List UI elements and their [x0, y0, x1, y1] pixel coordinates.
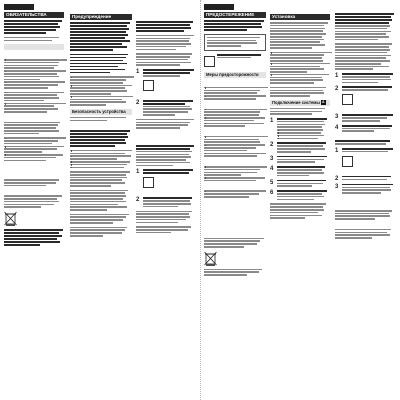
text-paragraph [204, 238, 266, 248]
instruction-step [136, 197, 196, 208]
column-2 [70, 4, 132, 240]
step-number: 2 [335, 86, 339, 93]
text-paragraph [270, 22, 330, 49]
text-paragraph [4, 92, 64, 113]
subheading [4, 116, 64, 121]
instruction-step [270, 166, 330, 177]
text-paragraph [204, 190, 266, 197]
instruction-step [335, 184, 396, 195]
column-5 [270, 4, 330, 222]
text-paragraph [204, 109, 266, 127]
text-paragraph [4, 195, 64, 208]
subheading [335, 223, 396, 228]
recycle-bin-icon [204, 251, 217, 266]
text-paragraph [270, 52, 330, 84]
subheading [204, 130, 266, 135]
text-paragraph [335, 229, 396, 239]
step-number: 4 [335, 124, 339, 131]
column-4 [204, 4, 266, 279]
instruction-step [335, 86, 396, 112]
intro-paragraph [4, 20, 64, 34]
step-number: 1 [335, 147, 339, 154]
subheading [204, 103, 266, 108]
instruction-step [270, 190, 330, 201]
step-number: 3 [270, 155, 274, 162]
subheading [4, 53, 64, 58]
warning-paragraph [204, 20, 266, 31]
text-paragraph [335, 140, 396, 145]
subsection-bar: Безопасность устройства [70, 109, 132, 115]
button-symbol-icon [143, 80, 154, 91]
text-paragraph [335, 43, 396, 70]
button-symbol-icon [342, 156, 353, 167]
text-paragraph [270, 87, 330, 97]
instruction-step [136, 169, 196, 195]
text-paragraph [4, 59, 64, 88]
step-number: 4 [270, 166, 274, 173]
step-number: 3 [335, 183, 339, 190]
text-paragraph [70, 150, 132, 168]
step-number: 2 [136, 99, 140, 106]
column-6 [335, 4, 396, 242]
note-paragraph [4, 37, 64, 41]
subheading [204, 232, 266, 237]
text-paragraph [136, 211, 196, 224]
step-number: 1 [335, 73, 339, 80]
instruction-step [335, 176, 396, 182]
language-tab [204, 4, 234, 10]
subheading [204, 81, 266, 86]
section-title-bar: Предупреждение [70, 14, 132, 20]
instruction-step [270, 156, 330, 165]
text-paragraph [70, 76, 132, 105]
closing-paragraph [4, 229, 64, 246]
column-1 [4, 4, 64, 249]
step-number: 6 [270, 190, 274, 197]
section-title-bar: Установка [270, 14, 330, 20]
subsection-bar: Меры предосторожности [204, 72, 266, 78]
text-paragraph [270, 203, 330, 219]
text-paragraph [70, 117, 132, 121]
certification-mark-icon [204, 56, 215, 67]
text-paragraph [4, 137, 64, 161]
text-paragraph [70, 190, 132, 211]
subheading [4, 189, 64, 194]
instruction-step [136, 69, 196, 98]
instruction-step [136, 100, 196, 117]
warning-paragraph [70, 22, 132, 51]
text-paragraph [136, 145, 196, 166]
text-paragraph [70, 130, 132, 147]
text-paragraph [204, 136, 266, 157]
figure-ref-badge: A [321, 100, 325, 105]
subheading [136, 15, 196, 20]
step-number: 1 [136, 169, 140, 176]
text-paragraph [70, 214, 132, 224]
instruction-step [335, 73, 396, 84]
subheading [335, 204, 396, 209]
instruction-step [335, 114, 396, 123]
recycle-bin-icon [4, 211, 17, 226]
button-symbol-icon [143, 177, 154, 188]
text-paragraph [136, 226, 196, 233]
text-paragraph [335, 13, 396, 40]
text-paragraph [70, 227, 132, 237]
step-number: 2 [136, 197, 140, 204]
button-symbol-icon [342, 94, 353, 105]
text-paragraph [136, 119, 196, 129]
step-number: 2 [335, 175, 339, 182]
text-paragraph [335, 210, 396, 220]
text-paragraph [204, 87, 266, 100]
instruction-step [335, 125, 396, 134]
step-number: 2 [270, 142, 274, 149]
logo-note [204, 54, 266, 69]
section-title-bar: ПРЕДОСТЕРЕЖЕНИЕ [204, 12, 266, 18]
notice-box [204, 34, 266, 51]
text-paragraph [70, 171, 132, 187]
text-paragraph [136, 53, 196, 66]
column-3 [136, 4, 196, 236]
subheading [136, 139, 196, 144]
instruction-step [270, 142, 330, 153]
text-paragraph [4, 179, 64, 186]
subsection-title: Подключение системы [272, 99, 320, 105]
warning-paragraph [70, 54, 132, 74]
instruction-step [335, 148, 396, 174]
instruction-step [270, 118, 330, 140]
text-paragraph [270, 108, 330, 115]
step-number: 5 [270, 179, 274, 186]
subsection-bar [4, 44, 64, 50]
subheading [204, 160, 266, 165]
text-paragraph [4, 122, 64, 135]
step-number: 1 [136, 68, 140, 75]
subsection-bar [270, 100, 330, 106]
text-paragraph [136, 35, 196, 51]
text-paragraph [204, 269, 266, 276]
language-tab [4, 4, 34, 10]
page-fold-line [200, 0, 201, 400]
step-number: 3 [335, 114, 339, 121]
subheading [70, 124, 132, 129]
text-paragraph [136, 21, 196, 32]
section-title-bar: ОБЯЗАТЕЛЬСТВА [4, 12, 64, 18]
text-paragraph [204, 166, 266, 182]
step-number: 1 [270, 117, 274, 124]
instruction-step [270, 180, 330, 189]
subheading [204, 184, 266, 189]
